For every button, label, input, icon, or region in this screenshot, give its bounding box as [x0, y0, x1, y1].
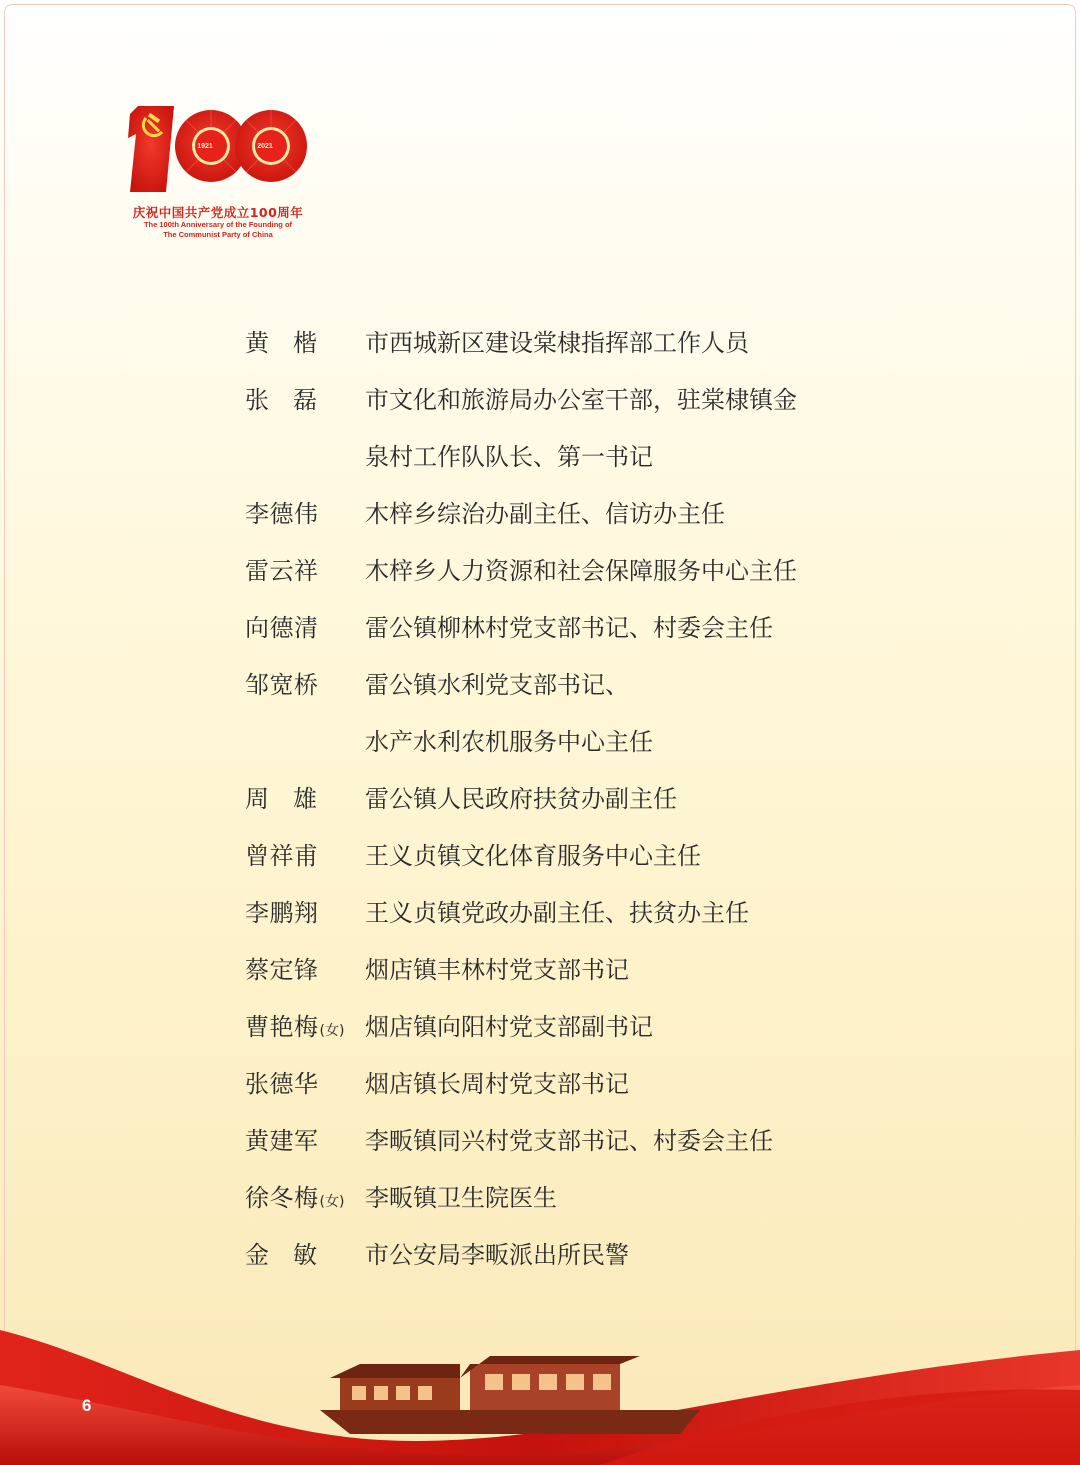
honoree-name-text: 李德伟: [245, 500, 319, 528]
roster-row: [0, 995, 1080, 1052]
logo-title-cn: 庆祝中国共产党成立100周年: [132, 205, 304, 220]
honoree-name: [245, 608, 319, 643]
roster-row: [0, 824, 1080, 881]
honoree-role: 烟店镇丰林村党支部书记: [365, 956, 629, 984]
honoree-role: 市文化和旅游局办公室干部，驻棠棣镇金: [365, 386, 797, 414]
honoree-name: [245, 323, 341, 358]
roster-row: [0, 596, 1080, 653]
honoree-name-text: 徐冬梅: [245, 1184, 319, 1212]
red-boat-icon: [320, 1356, 700, 1434]
logo-title-en-line1: The 100th Anniversary of the Founding of: [143, 220, 293, 229]
honoree-name: [245, 494, 319, 529]
honoree-role: 雷公镇人民政府扶贫办副主任: [365, 785, 677, 813]
roster-row: [0, 938, 1080, 995]
roster-row: [0, 767, 1080, 824]
honoree-role: 王义贞镇党政办副主任、扶贫办主任: [365, 899, 749, 927]
honoree-name-text: 曾祥甫: [245, 842, 319, 870]
honoree-name-text: 周雄: [245, 785, 341, 813]
honoree-role: 李畈镇同兴村党支部书记、村委会主任: [365, 1127, 773, 1155]
honoree-role: 李畈镇卫生院医生: [365, 1184, 557, 1212]
roster-row: [0, 1166, 1080, 1223]
roster-row: [0, 311, 1080, 368]
honoree-name-text: 黄建军: [245, 1127, 319, 1155]
honoree-name: [245, 1007, 344, 1042]
honoree-role: 水产水利农机服务中心主任: [365, 728, 653, 756]
honoree-role: 烟店镇向阳村党支部副书记: [365, 1013, 653, 1041]
honoree-name-text: 金敏: [245, 1241, 341, 1269]
honoree-name: [245, 1064, 319, 1099]
honoree-role: 王义贞镇文化体育服务中心主任: [365, 842, 701, 870]
honoree-name-text: 张德华: [245, 1070, 319, 1098]
honoree-name-text: 黄楷: [245, 329, 341, 357]
honoree-name: [245, 779, 341, 814]
honoree-name-text: 曹艳梅: [245, 1013, 319, 1041]
honoree-name-text: 向德清: [245, 614, 319, 642]
red-ribbon-decoration: [0, 1290, 1080, 1465]
honoree-gender: (女): [319, 1023, 345, 1039]
honoree-role: 雷公镇水利党支部书记、: [365, 671, 629, 699]
roster-row-continuation: [0, 425, 1080, 482]
honoree-role: 泉村工作队队长、第一书记: [365, 443, 653, 471]
honoree-name: [245, 665, 319, 700]
honoree-name-text: 蔡定锋: [245, 956, 319, 984]
honoree-name: [245, 551, 319, 586]
roster-row: [0, 1223, 1080, 1280]
honoree-role: 雷公镇柳林村党支部书记、村委会主任: [365, 614, 773, 642]
honoree-name-text: 雷云祥: [245, 557, 319, 585]
honoree-role: 木梓乡综治办副主任、信访办主任: [365, 500, 725, 528]
logo-100-graphic: [126, 100, 316, 200]
logo-title-en-line2: The Communist Party of China: [163, 229, 273, 239]
honoree-name: [245, 1235, 341, 1270]
roster-row: [0, 1109, 1080, 1166]
honoree-role: 烟店镇长周村党支部书记: [365, 1070, 629, 1098]
logo-year-start: 1921: [197, 143, 213, 150]
honoree-role: 木梓乡人力资源和社会保障服务中心主任: [365, 557, 797, 585]
honoree-role: 市西城新区建设棠棣指挥部工作人员: [365, 329, 749, 357]
roster-row: [0, 368, 1080, 425]
centenary-logo: [126, 100, 316, 245]
honoree-role: 市公安局李畈派出所民警: [365, 1241, 629, 1269]
page-number: 6: [82, 1396, 92, 1415]
logo-title-en: [128, 220, 308, 239]
honoree-name-text: 邹宽桥: [245, 671, 319, 699]
honoree-name: [245, 380, 341, 415]
honoree-list: [0, 311, 1080, 1280]
honoree-name-text: 张磊: [245, 386, 341, 414]
logo-year-end: 2021: [257, 143, 273, 150]
honoree-gender: (女): [319, 1194, 345, 1210]
roster-row: [0, 1052, 1080, 1109]
honoree-name: [245, 893, 319, 928]
roster-row: [0, 881, 1080, 938]
honoree-name: [245, 1178, 344, 1213]
honoree-name: [245, 836, 319, 871]
honoree-name: [245, 1121, 319, 1156]
roster-row-continuation: [0, 710, 1080, 767]
honoree-name: [245, 950, 319, 985]
honoree-name-text: 李鹏翔: [245, 899, 319, 927]
roster-row: [0, 482, 1080, 539]
roster-row: [0, 653, 1080, 710]
roster-row: [0, 539, 1080, 596]
